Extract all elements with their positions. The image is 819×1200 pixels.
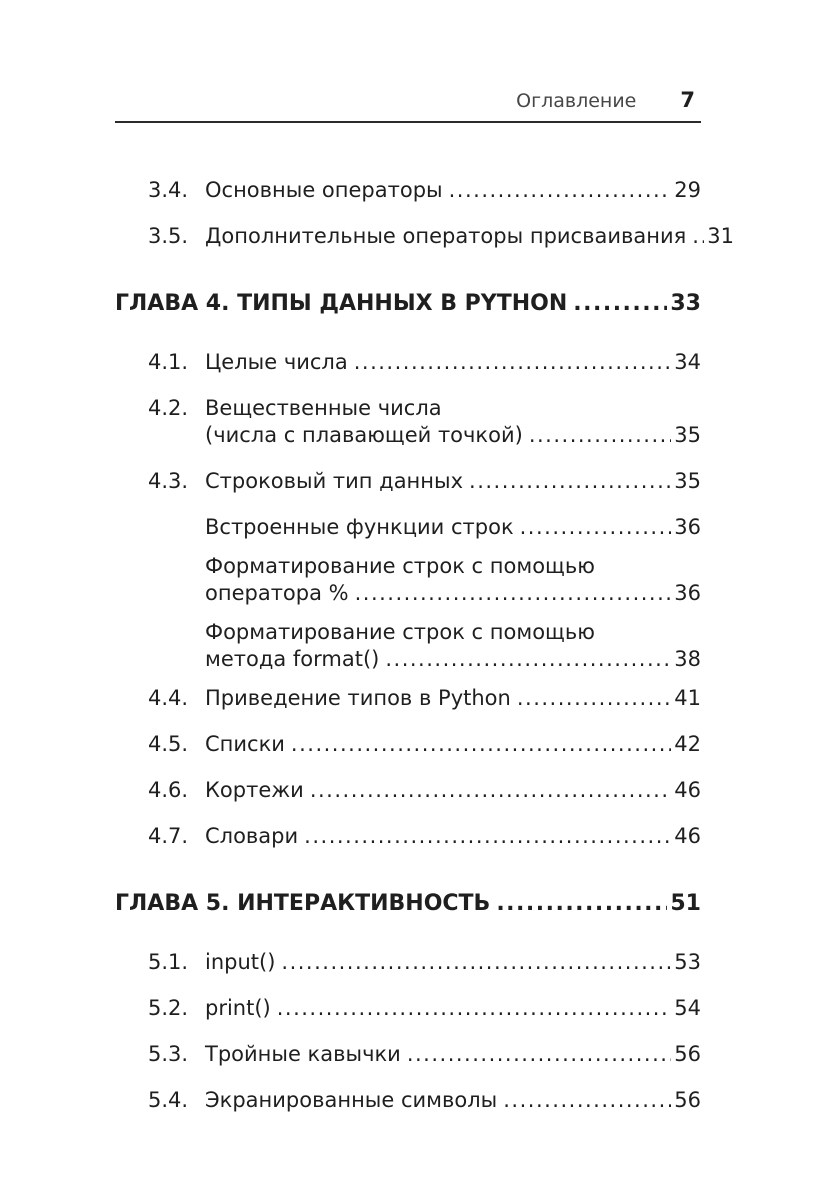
chapter-title: ГЛАВА 5. ИНТЕРАКТИВНОСТЬ — [115, 891, 491, 916]
toc-chapter-entry — [115, 890, 701, 918]
entry-number: 4.6. — [148, 778, 189, 802]
dot-leader — [692, 223, 704, 250]
entry-line — [205, 685, 701, 712]
entry-title: Дополнительные операторы присваивания — [205, 224, 687, 248]
entry-line — [205, 553, 701, 580]
entry-title: Основные операторы — [205, 178, 443, 202]
entry-page-number: 41 — [674, 686, 701, 710]
entry-title: (числа с плавающей точкой) — [205, 423, 523, 447]
toc-entry — [115, 1041, 701, 1068]
entry-page-number: 51 — [670, 891, 701, 916]
dot-leader — [385, 646, 671, 673]
header-page-number: 7 — [680, 88, 695, 112]
entry-line — [205, 468, 701, 495]
toc-entry — [115, 949, 701, 976]
entry-body — [205, 777, 701, 804]
entry-line — [205, 619, 701, 646]
dot-leader — [469, 468, 671, 495]
dot-leader — [310, 777, 671, 804]
entry-page-number: 53 — [674, 950, 701, 974]
entry-body — [205, 468, 701, 495]
entry-number: 5.2. — [148, 996, 189, 1020]
toc-entry — [115, 685, 701, 712]
toc-entry — [115, 731, 701, 758]
toc-entry — [115, 1087, 701, 1114]
entry-page-number: 46 — [674, 778, 701, 802]
entry-line — [205, 646, 701, 673]
entry-body — [205, 395, 701, 449]
entry-title: Вещественные числа — [205, 396, 442, 420]
dot-leader — [449, 177, 672, 204]
entry-title: Строковый тип данных — [205, 469, 464, 493]
entry-number: 4.7. — [148, 824, 189, 848]
entry-body — [205, 177, 701, 204]
entry-page-number: 35 — [674, 423, 701, 447]
entry-line — [205, 395, 701, 422]
dot-leader — [496, 890, 667, 918]
entry-title: Тройные кавычки — [205, 1042, 401, 1066]
running-head — [115, 88, 701, 121]
entry-title: Экранированные символы — [205, 1088, 498, 1112]
entry-page-number: 36 — [674, 581, 701, 605]
dot-leader — [354, 349, 672, 376]
toc-chapter-entry — [115, 290, 701, 318]
entry-title: Приведение типов в Python — [205, 686, 511, 710]
toc-entry — [115, 468, 701, 495]
chapter-title: ГЛАВА 4. ТИПЫ ДАННЫХ В PYTHON — [115, 291, 568, 316]
entry-title: Целые числа — [205, 350, 348, 374]
entry-body — [205, 1041, 701, 1068]
entry-line — [205, 223, 734, 250]
entry-page-number: 54 — [674, 996, 701, 1020]
entry-page-number: 34 — [674, 350, 701, 374]
entry-number: 4.5. — [148, 732, 189, 756]
entry-line — [205, 349, 701, 376]
entry-body — [205, 995, 701, 1022]
dot-leader — [529, 422, 671, 449]
toc-entry — [115, 223, 734, 250]
entry-line — [205, 177, 701, 204]
dot-leader — [281, 949, 671, 976]
entry-body — [205, 731, 701, 758]
entry-body — [205, 553, 701, 607]
toc-entry — [115, 823, 701, 850]
entry-number: 4.1. — [148, 350, 189, 374]
entry-line — [205, 1041, 701, 1068]
entry-line — [205, 1087, 701, 1114]
toc-entry — [115, 395, 701, 449]
entry-page-number: 33 — [670, 291, 701, 316]
toc-sub-entry — [115, 553, 701, 607]
entry-page-number: 56 — [674, 1042, 701, 1066]
dot-leader — [407, 1041, 671, 1068]
dot-leader — [517, 685, 671, 712]
entry-number: 5.1. — [148, 950, 189, 974]
entry-number: 5.4. — [148, 1088, 189, 1112]
entry-title: оператора % — [205, 581, 349, 605]
dot-leader — [520, 514, 672, 541]
dot-leader — [573, 290, 667, 318]
entry-number: 4.3. — [148, 469, 189, 493]
entry-number: 4.2. — [148, 396, 189, 420]
entry-title: Списки — [205, 732, 285, 756]
entry-body — [205, 349, 701, 376]
dot-leader — [291, 731, 671, 758]
dot-leader — [304, 823, 671, 850]
entry-title: print() — [205, 996, 271, 1020]
toc-sub-entry — [115, 619, 701, 673]
toc-entry — [115, 995, 701, 1022]
entry-body — [205, 619, 701, 673]
entry-title: метода format() — [205, 647, 380, 671]
entry-page-number: 35 — [674, 469, 701, 493]
entry-number: 4.4. — [148, 686, 189, 710]
entry-number: 3.5. — [148, 224, 189, 248]
entry-page-number: 29 — [674, 178, 701, 202]
entry-page-number: 31 — [707, 224, 734, 248]
entry-line — [205, 949, 701, 976]
entry-title: Встроенные функции строк — [205, 515, 514, 539]
dot-leader — [277, 995, 672, 1022]
entry-page-number: 46 — [674, 824, 701, 848]
entry-number: 3.4. — [148, 178, 189, 202]
entry-body — [205, 685, 701, 712]
toc-sub-entry — [115, 514, 701, 541]
entry-title: Кортежи — [205, 778, 304, 802]
entry-line — [205, 777, 701, 804]
entry-page-number: 38 — [674, 647, 701, 671]
page-header — [115, 88, 701, 123]
entry-line — [205, 514, 701, 541]
entry-body — [205, 1087, 701, 1114]
entry-body — [205, 823, 701, 850]
toc-entry — [115, 349, 701, 376]
entry-body — [205, 949, 701, 976]
entry-title: Форматирование строк с помощью — [205, 620, 595, 644]
header-title: Оглавление — [516, 90, 637, 112]
toc-entry — [115, 777, 701, 804]
entry-number: 5.3. — [148, 1042, 189, 1066]
dot-leader — [503, 1087, 671, 1114]
entry-line — [205, 422, 701, 449]
entry-title: Словари — [205, 824, 299, 848]
entry-line — [205, 731, 701, 758]
entry-body — [205, 223, 734, 250]
entry-body — [205, 514, 701, 541]
entry-title: input() — [205, 950, 276, 974]
entry-page-number: 56 — [674, 1088, 701, 1112]
dot-leader — [355, 580, 672, 607]
entry-line — [205, 580, 701, 607]
entry-line — [205, 823, 701, 850]
entry-page-number: 36 — [674, 515, 701, 539]
toc-entry — [115, 177, 701, 204]
entry-title: Форматирование строк с помощью — [205, 554, 595, 578]
entry-page-number: 42 — [674, 732, 701, 756]
toc-list — [115, 123, 734, 1114]
entry-line — [205, 995, 701, 1022]
